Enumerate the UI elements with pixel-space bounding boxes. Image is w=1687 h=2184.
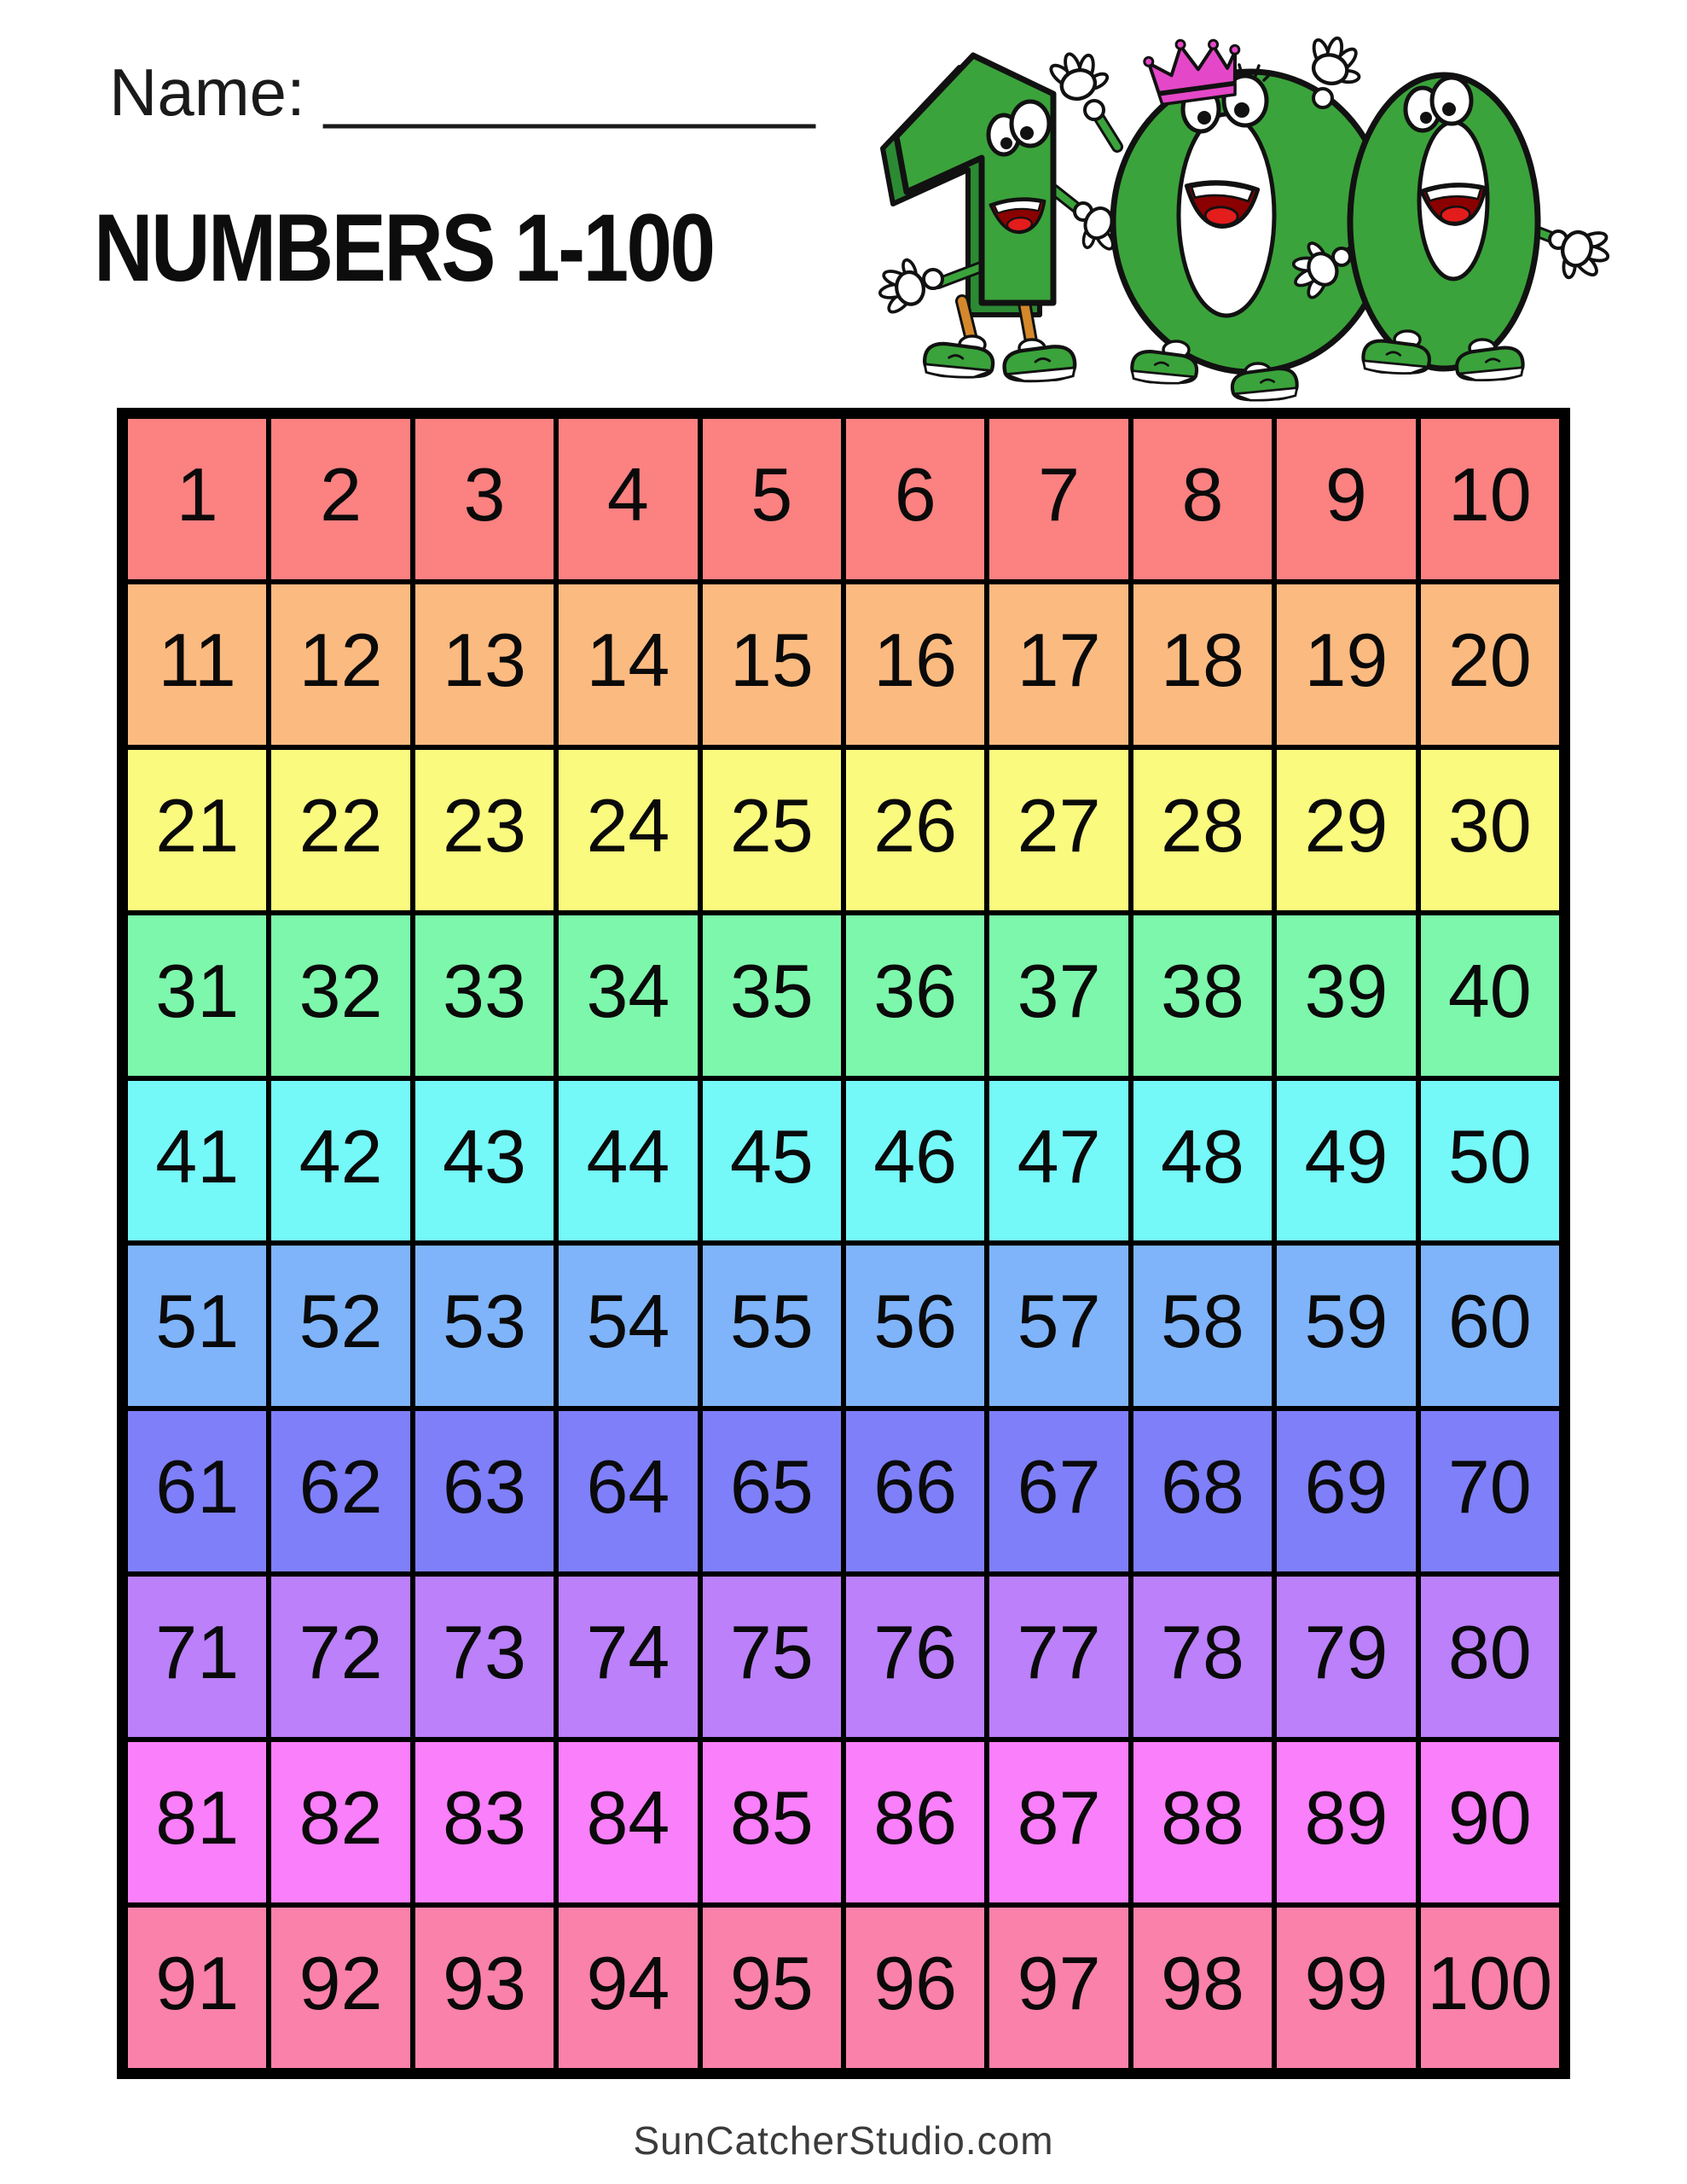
grid-cell-14: 14: [559, 584, 697, 745]
grid-cell-33: 33: [415, 915, 554, 1076]
grid-cell-83: 83: [415, 1742, 554, 1902]
grid-cell-61: 61: [128, 1411, 266, 1571]
grid-cell-93: 93: [415, 1908, 554, 2068]
grid-cell-55: 55: [703, 1246, 841, 1406]
grid-cell-20: 20: [1421, 584, 1559, 745]
grid-cell-32: 32: [271, 915, 409, 1076]
grid-cell-38: 38: [1133, 915, 1272, 1076]
grid-cell-75: 75: [703, 1577, 841, 1737]
grid-cell-3: 3: [415, 419, 554, 579]
grid-cell-6: 6: [846, 419, 984, 579]
grid-cell-74: 74: [559, 1577, 697, 1737]
grid-cell-68: 68: [1133, 1411, 1272, 1571]
grid-cell-42: 42: [271, 1081, 409, 1241]
grid-cell-51: 51: [128, 1246, 266, 1406]
grid-cell-31: 31: [128, 915, 266, 1076]
grid-cell-66: 66: [846, 1411, 984, 1571]
grid-cell-16: 16: [846, 584, 984, 745]
hundred-chart: [117, 408, 1570, 2079]
grid-cell-84: 84: [559, 1742, 697, 1902]
grid-cell-15: 15: [703, 584, 841, 745]
grid-cell-49: 49: [1277, 1081, 1415, 1241]
grid-cell-2: 2: [271, 419, 409, 579]
grid-cell-54: 54: [559, 1246, 697, 1406]
grid-cell-36: 36: [846, 915, 984, 1076]
grid-cell-60: 60: [1421, 1246, 1559, 1406]
grid-cell-4: 4: [559, 419, 697, 579]
grid-cell-91: 91: [128, 1908, 266, 2068]
grid-cell-88: 88: [1133, 1742, 1272, 1902]
grid-cell-87: 87: [989, 1742, 1128, 1902]
grid-cell-78: 78: [1133, 1577, 1272, 1737]
grid-cell-13: 13: [415, 584, 554, 745]
grid-cell-21: 21: [128, 750, 266, 910]
grid-cell-56: 56: [846, 1246, 984, 1406]
grid-cell-58: 58: [1133, 1246, 1272, 1406]
grid-cell-80: 80: [1421, 1577, 1559, 1737]
grid-cell-64: 64: [559, 1411, 697, 1571]
name-blank-line: _____________: [323, 55, 816, 130]
grid-cell-23: 23: [415, 750, 554, 910]
grid-cell-30: 30: [1421, 750, 1559, 910]
grid-cell-92: 92: [271, 1908, 409, 2068]
crown-icon: [1142, 32, 1246, 108]
grid-cell-45: 45: [703, 1081, 841, 1241]
grid-cell-17: 17: [989, 584, 1128, 745]
cartoon-100-illustration: [843, 9, 1687, 403]
grid-cell-90: 90: [1421, 1742, 1559, 1902]
page-title: NUMBERS 1-100: [94, 195, 714, 301]
grid-cell-76: 76: [846, 1577, 984, 1737]
grid-cell-35: 35: [703, 915, 841, 1076]
grid-cell-73: 73: [415, 1577, 554, 1737]
grid-cell-43: 43: [415, 1081, 554, 1241]
grid-cell-86: 86: [846, 1742, 984, 1902]
grid-cell-70: 70: [1421, 1411, 1559, 1571]
grid-cell-82: 82: [271, 1742, 409, 1902]
grid-cell-25: 25: [703, 750, 841, 910]
grid-cell-59: 59: [1277, 1246, 1415, 1406]
grid-cell-39: 39: [1277, 915, 1415, 1076]
grid-cell-81: 81: [128, 1742, 266, 1902]
grid-cell-5: 5: [703, 419, 841, 579]
grid-cell-85: 85: [703, 1742, 841, 1902]
grid-cell-50: 50: [1421, 1081, 1559, 1241]
grid-cell-27: 27: [989, 750, 1128, 910]
grid-cell-9: 9: [1277, 419, 1415, 579]
grid-cell-99: 99: [1277, 1908, 1415, 2068]
grid-cell-89: 89: [1277, 1742, 1415, 1902]
grid-cell-7: 7: [989, 419, 1128, 579]
grid-cell-62: 62: [271, 1411, 409, 1571]
grid-cell-53: 53: [415, 1246, 554, 1406]
grid-cell-57: 57: [989, 1246, 1128, 1406]
grid-cell-71: 71: [128, 1577, 266, 1737]
grid-cell-77: 77: [989, 1577, 1128, 1737]
grid-cell-34: 34: [559, 915, 697, 1076]
grid-cell-19: 19: [1277, 584, 1415, 745]
grid-cell-100: 100: [1421, 1908, 1559, 2068]
grid-cell-1: 1: [128, 419, 266, 579]
grid-cell-11: 11: [128, 584, 266, 745]
grid-cell-46: 46: [846, 1081, 984, 1241]
grid-cell-95: 95: [703, 1908, 841, 2068]
name-label: Name:: [109, 55, 305, 130]
grid-cell-96: 96: [846, 1908, 984, 2068]
grid-cell-79: 79: [1277, 1577, 1415, 1737]
footer-credit: SunCatcherStudio.com: [633, 2118, 1054, 2163]
grid-cell-52: 52: [271, 1246, 409, 1406]
grid-cell-29: 29: [1277, 750, 1415, 910]
grid-cell-8: 8: [1133, 419, 1272, 579]
grid-cell-63: 63: [415, 1411, 554, 1571]
grid-cell-97: 97: [989, 1908, 1128, 2068]
grid-cell-18: 18: [1133, 584, 1272, 745]
grid-cell-94: 94: [559, 1908, 697, 2068]
grid-cell-10: 10: [1421, 419, 1559, 579]
grid-cell-47: 47: [989, 1081, 1128, 1241]
grid-cell-41: 41: [128, 1081, 266, 1241]
grid-cell-67: 67: [989, 1411, 1128, 1571]
grid-cell-48: 48: [1133, 1081, 1272, 1241]
grid-cell-28: 28: [1133, 750, 1272, 910]
grid-cell-72: 72: [271, 1577, 409, 1737]
grid-cell-65: 65: [703, 1411, 841, 1571]
grid-cell-40: 40: [1421, 915, 1559, 1076]
grid-cell-24: 24: [559, 750, 697, 910]
grid-cell-12: 12: [271, 584, 409, 745]
grid-cell-44: 44: [559, 1081, 697, 1241]
name-row: [109, 56, 816, 130]
grid-cell-69: 69: [1277, 1411, 1415, 1571]
grid-cell-22: 22: [271, 750, 409, 910]
grid-cell-37: 37: [989, 915, 1128, 1076]
grid-cell-26: 26: [846, 750, 984, 910]
grid-cell-98: 98: [1133, 1908, 1272, 2068]
